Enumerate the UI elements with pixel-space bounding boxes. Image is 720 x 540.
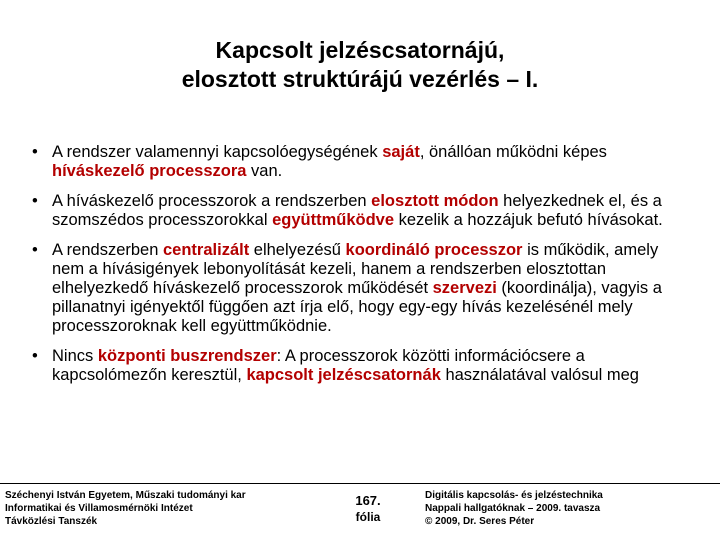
bullet-list — [30, 143, 690, 396]
bullet-text: Nincs — [52, 347, 98, 365]
footer-institution — [5, 489, 335, 528]
highlighted-term: híváskezelő processzora — [52, 162, 247, 180]
highlighted-term: szervezi — [432, 279, 497, 297]
bullet-text: elhelyezésű — [249, 241, 346, 259]
bullet-text: használatával valósul meg — [440, 366, 639, 384]
footer-course-line: © 2009, Dr. Seres Péter — [425, 516, 535, 527]
footer-course — [425, 489, 720, 528]
highlighted-term: központi buszrendszer — [97, 347, 277, 365]
highlighted-term: koordináló processzor — [345, 241, 523, 259]
bullet-dot-icon: • — [32, 192, 38, 210]
slide-title-line-1: Kapcsolt jelzéscsatornájú, — [215, 37, 505, 63]
slide-title-line-2: elosztott struktúrájú vezérlés – I. — [181, 66, 539, 92]
bullet-text: van. — [246, 162, 283, 180]
footer-institution-line: Széchenyi István Egyetem, Műszaki tudományi kar — [5, 490, 246, 501]
footer-divider — [0, 483, 720, 484]
bullet-text: kezelik a hozzájuk befutó hívásokat. — [394, 211, 663, 229]
footer-institution-line: Távközlési Tanszék — [5, 516, 98, 527]
bullet-text: A rendszerben — [52, 241, 163, 259]
highlighted-term: elosztott módon — [371, 192, 499, 210]
footer-course-line: Digitális kapcsolás- és jelzéstechnika — [425, 490, 603, 501]
page-label: fólia — [355, 510, 381, 524]
highlighted-term: kapcsolt jelzéscsatornák — [246, 366, 441, 384]
slide-title — [60, 36, 660, 94]
bullet-dot-icon: • — [32, 347, 38, 365]
highlighted-term: együttműködve — [272, 211, 395, 229]
bullet-text: A rendszer valamennyi kapcsolóegységének — [52, 143, 383, 161]
bullet-text: (koordinálja), vagyis a pillanatnyi igényektől függően azt írja elő, hogy egy-egy hívás kezelésénél mely processzoroknak kell együttműködnie. — [52, 279, 662, 335]
bullet-text: is működik, amely nem a hívásigények lebonyolítását kezeli, hanem a rendszerben elosztottan elhelyezkedő híváskezelő processzorok működését — [52, 241, 659, 297]
bullet-item — [30, 241, 690, 336]
footer-page — [340, 493, 396, 525]
bullet-item — [30, 347, 690, 385]
bullet-text: helyezkednek el, és a szomszédos processzorokkal — [52, 192, 662, 229]
bullet-dot-icon: • — [32, 241, 38, 259]
footer-institution-line: Informatikai és Villamosmérnöki Intézet — [5, 503, 193, 514]
bullet-dot-icon: • — [32, 143, 38, 161]
bullet-item — [30, 192, 690, 230]
bullet-text: , önállóan működni képes — [419, 143, 607, 161]
page-number: 167. — [355, 493, 381, 508]
footer-course-line: Nappali hallgatóknak – 2009. tavasza — [425, 503, 601, 514]
bullet-text: : A processzorok közötti információcsere a kapcsolómezőn keresztül, — [52, 347, 585, 384]
bullet-item — [30, 143, 690, 181]
highlighted-term: saját — [382, 143, 420, 161]
highlighted-term: centralizált — [163, 241, 250, 259]
bullet-text: A híváskezelő processzorok a rendszerben — [52, 192, 372, 210]
